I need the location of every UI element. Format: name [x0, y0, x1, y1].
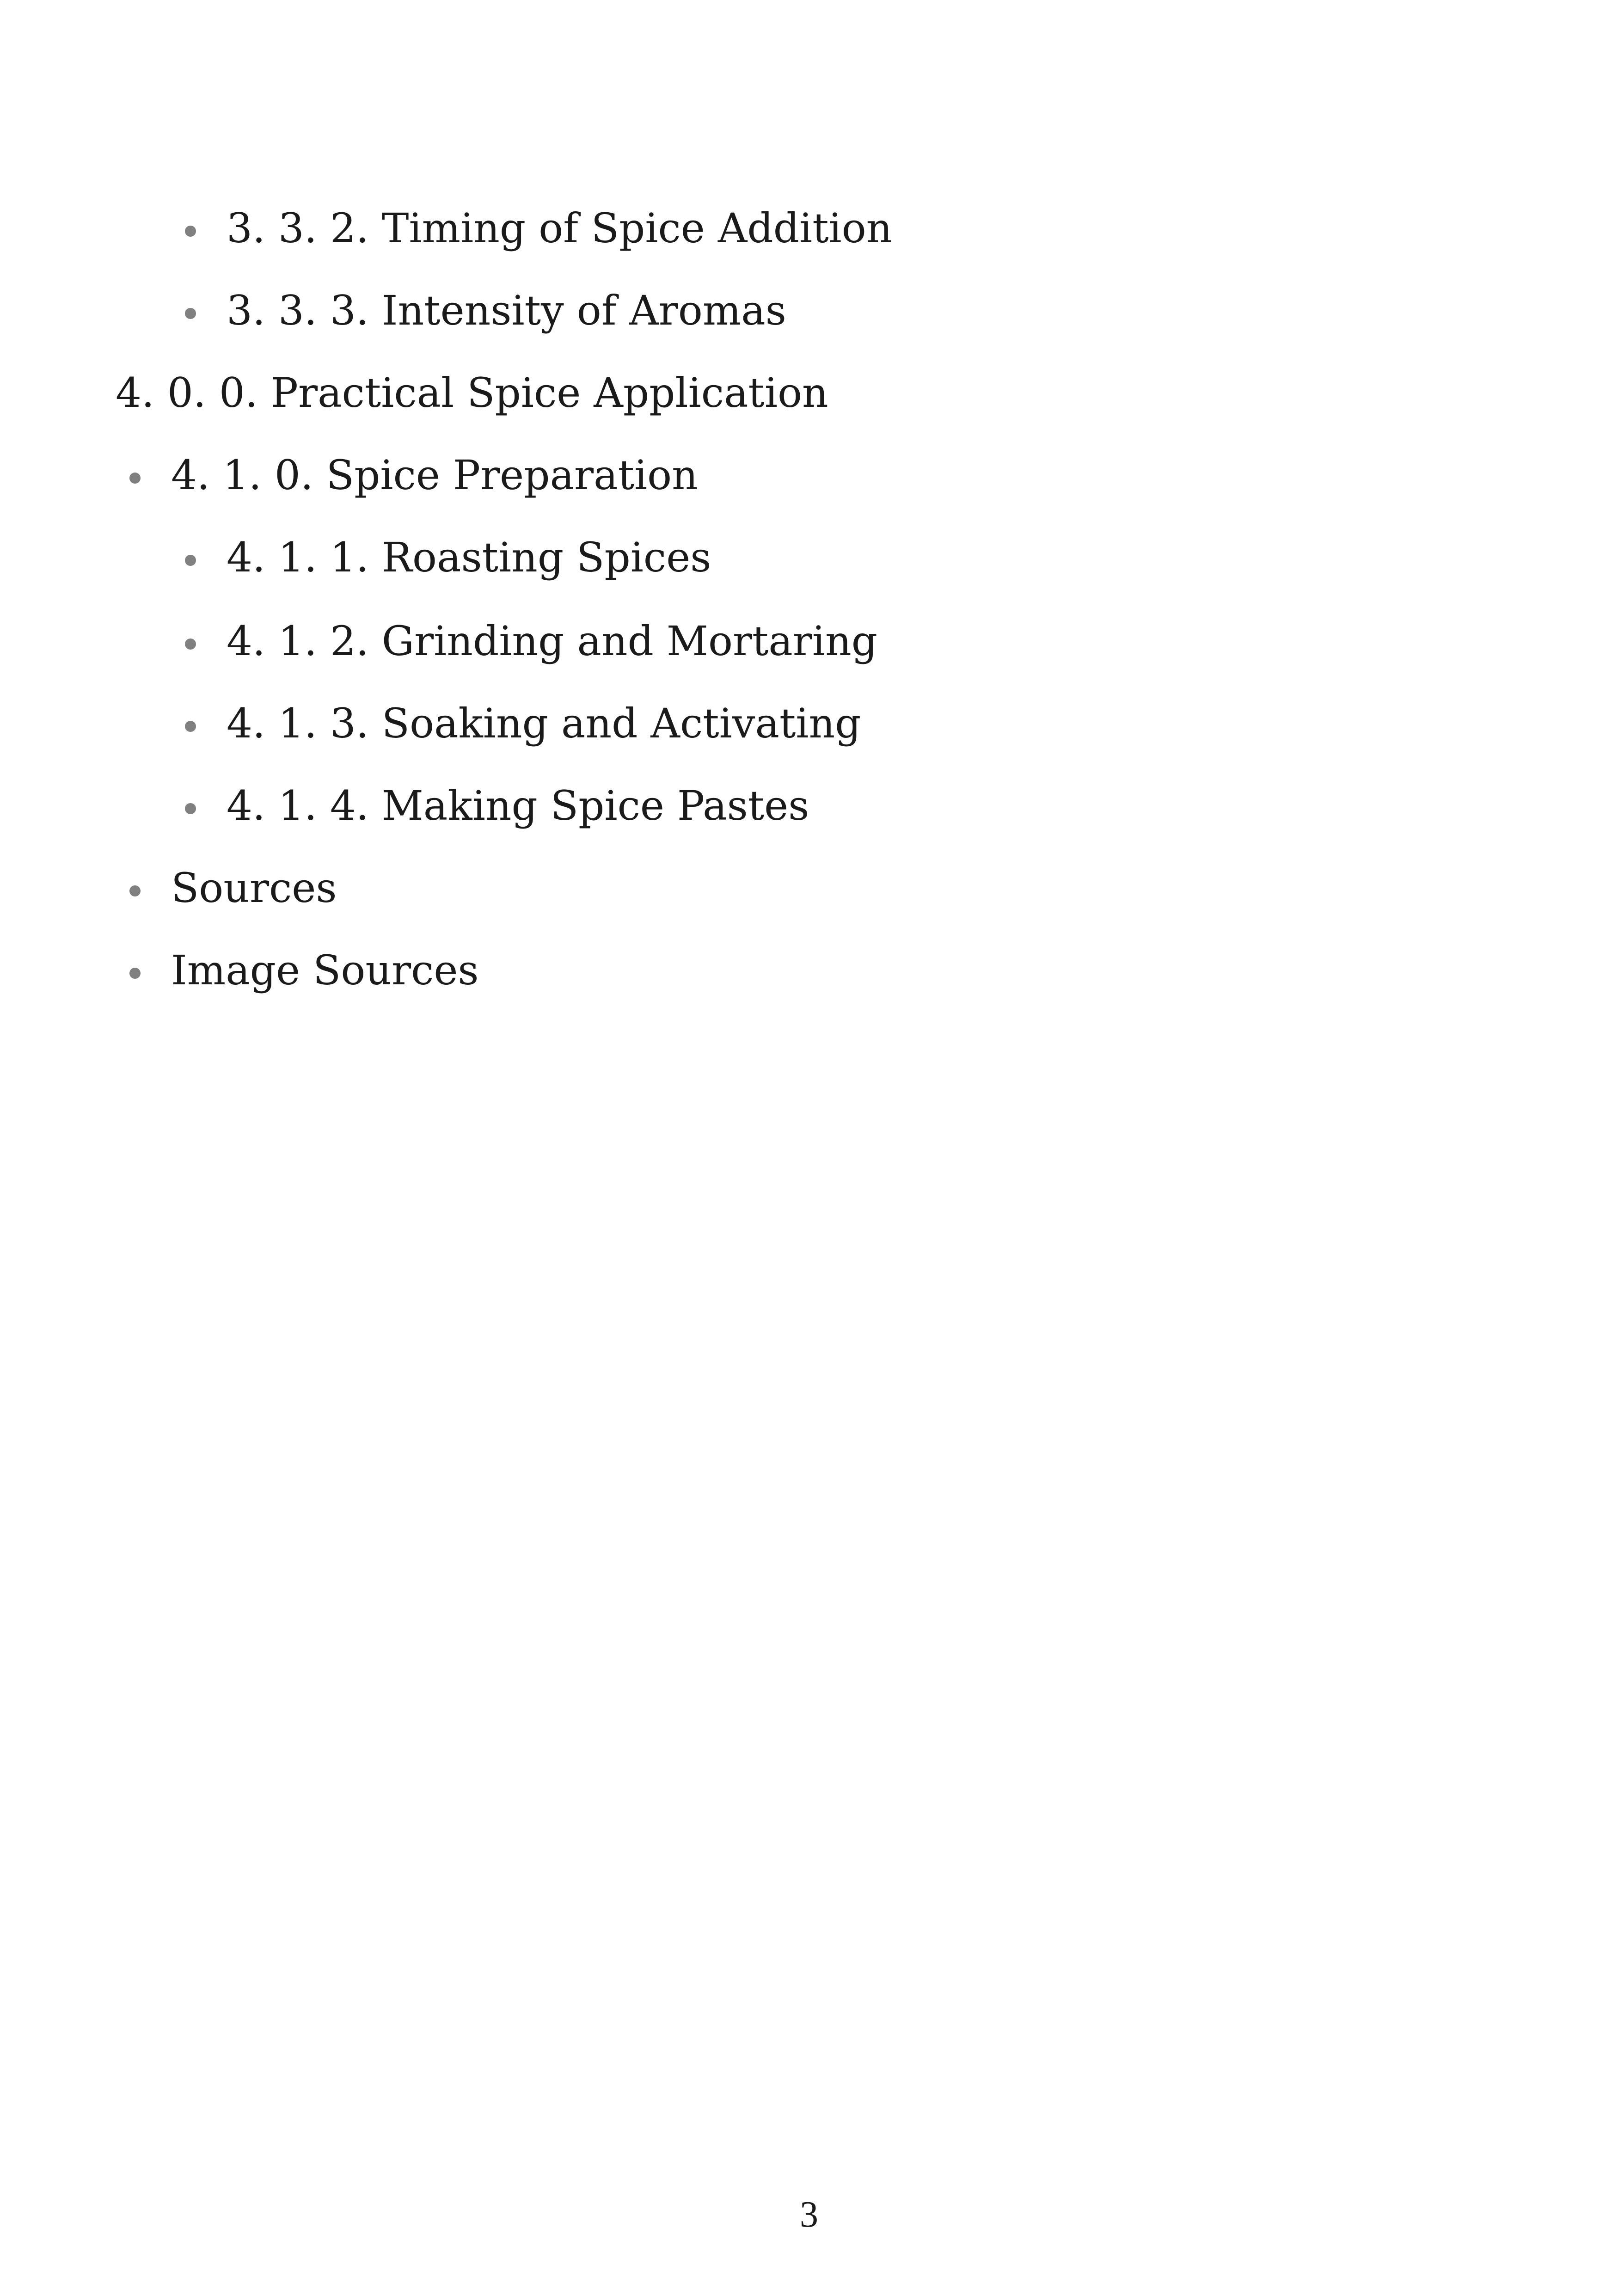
- bullet-icon: [185, 638, 196, 650]
- bullet-icon: [185, 555, 196, 566]
- toc-entry-4-1-1[interactable]: [227, 534, 711, 581]
- toc-entry-3-3-2[interactable]: [227, 204, 893, 252]
- toc-entry-4-1-3[interactable]: [227, 700, 861, 747]
- bullet-icon: [185, 803, 196, 814]
- toc-entry-sources[interactable]: [171, 864, 337, 912]
- bullet-icon: [185, 721, 196, 732]
- toc-entry-4-1-2[interactable]: [227, 617, 878, 665]
- toc-entry-4-0-0[interactable]: [116, 369, 828, 417]
- toc-entry-4-1-0[interactable]: [171, 451, 698, 499]
- toc-entry-3-3-3[interactable]: [227, 287, 786, 334]
- bullet-icon: [129, 885, 141, 896]
- toc-entry-label: 4. 1. 2. Grinding and Mortaring: [227, 617, 878, 665]
- toc-entry-image-sources[interactable]: [171, 946, 479, 994]
- toc-entry-label: Image Sources: [171, 946, 479, 994]
- toc-entry-label: 4. 1. 1. Roasting Spices: [227, 534, 711, 581]
- bullet-icon: [185, 308, 196, 319]
- toc-entry-label: 4. 1. 0. Spice Preparation: [171, 451, 698, 499]
- toc-entry-label: Sources: [171, 864, 337, 912]
- toc-entry-label: 4. 1. 3. Soaking and Activating: [227, 700, 861, 747]
- bullet-icon: [185, 226, 196, 237]
- bullet-icon: [129, 968, 141, 979]
- page-number: 3: [800, 2194, 818, 2235]
- toc-entry-label: 4. 0. 0. Practical Spice Application: [116, 369, 828, 417]
- toc-entry-label: 4. 1. 4. Making Spice Pastes: [227, 782, 809, 829]
- toc-entry-label: 3. 3. 3. Intensity of Aromas: [227, 287, 786, 334]
- toc-entry-4-1-4[interactable]: [227, 782, 809, 829]
- toc-entry-label: 3. 3. 2. Timing of Spice Addition: [227, 204, 893, 252]
- bullet-icon: [129, 473, 141, 484]
